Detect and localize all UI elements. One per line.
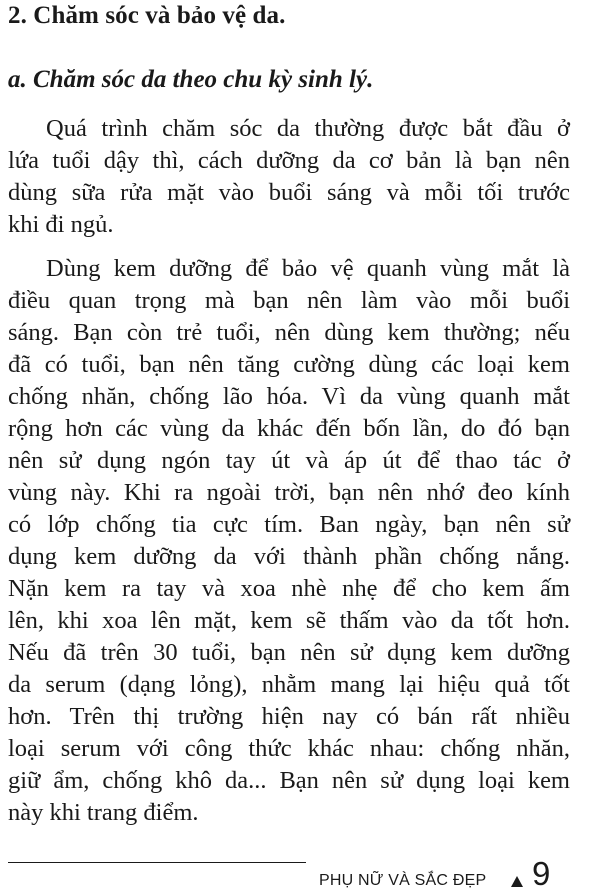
paragraph-line: loại serum với công thức khác nhau: chống nhăn, <box>8 735 570 762</box>
paragraph-line: nên sử dụng ngón tay út và áp út để thao tác ở <box>8 447 570 474</box>
footer-divider <box>8 862 306 863</box>
paragraph-line: vùng này. Khi ra ngoài trời, bạn nên nhớ đeo kính <box>8 479 570 506</box>
paragraph-line: lên, khi xoa lên mặt, kem sẽ thấm vào da tốt hơn. <box>8 607 570 634</box>
paragraph-line: có lớp chống tia cực tím. Ban ngày, bạn nên sử <box>8 511 570 538</box>
paragraph-line: sáng. Bạn còn trẻ tuổi, nên dùng kem thường; nếu <box>8 319 570 346</box>
paragraph-line: lứa tuổi dậy thì, cách dưỡng da cơ bản là bạn nên <box>8 147 570 174</box>
paragraph-line: Quá trình chăm sóc da thường được bắt đầu ở <box>46 115 570 142</box>
paragraph-line: chống nhăn, chống lão hóa. Vì da vùng quanh mắt <box>8 383 570 410</box>
paragraph-line: Dùng kem dưỡng để bảo vệ quanh vùng mắt là <box>46 255 570 282</box>
paragraph-line: giữ ẩm, chống khô da... Bạn nên sử dụng loại kem <box>8 767 570 794</box>
footer-book-title: PHỤ NỮ VÀ SẮC ĐẸP <box>319 872 487 889</box>
subsection-heading: a. Chăm sóc da theo chu kỳ sinh lý. <box>8 66 374 93</box>
paragraph-line: Nếu đã trên 30 tuổi, bạn nên sử dụng kem dưỡng <box>8 639 570 666</box>
section-heading: 2. Chăm sóc và bảo vệ da. <box>8 2 286 29</box>
paragraph-line: điều quan trọng mà bạn nên làm vào mỗi buổi <box>8 287 570 314</box>
paragraph-line: Nặn kem ra tay và xoa nhè nhẹ để cho kem ấm <box>8 575 570 602</box>
paragraph-line: này khi trang điểm. <box>8 799 199 826</box>
paragraph-line: dùng sữa rửa mặt vào buổi sáng và mỗi tối trước <box>8 179 570 206</box>
paragraph-2 <box>8 253 570 829</box>
triangle-icon <box>511 876 523 887</box>
paragraph-1 <box>8 113 570 241</box>
paragraph-line: đã có tuổi, bạn nên tăng cường dùng các loại kem <box>8 351 570 378</box>
paragraph-line: hơn. Trên thị trường hiện nay có bán rất nhiều <box>8 703 570 730</box>
page-number: 9 <box>532 855 551 892</box>
paragraph-line: da serum (dạng lỏng), nhằm mang lại hiệu quả tốt <box>8 671 570 698</box>
paragraph-line: dụng kem dưỡng da với thành phần chống nắng. <box>8 543 570 570</box>
paragraph-line: khi đi ngủ. <box>8 211 114 238</box>
paragraph-line: rộng hơn các vùng da khác đến bốn lần, do đó bạn <box>8 415 570 442</box>
